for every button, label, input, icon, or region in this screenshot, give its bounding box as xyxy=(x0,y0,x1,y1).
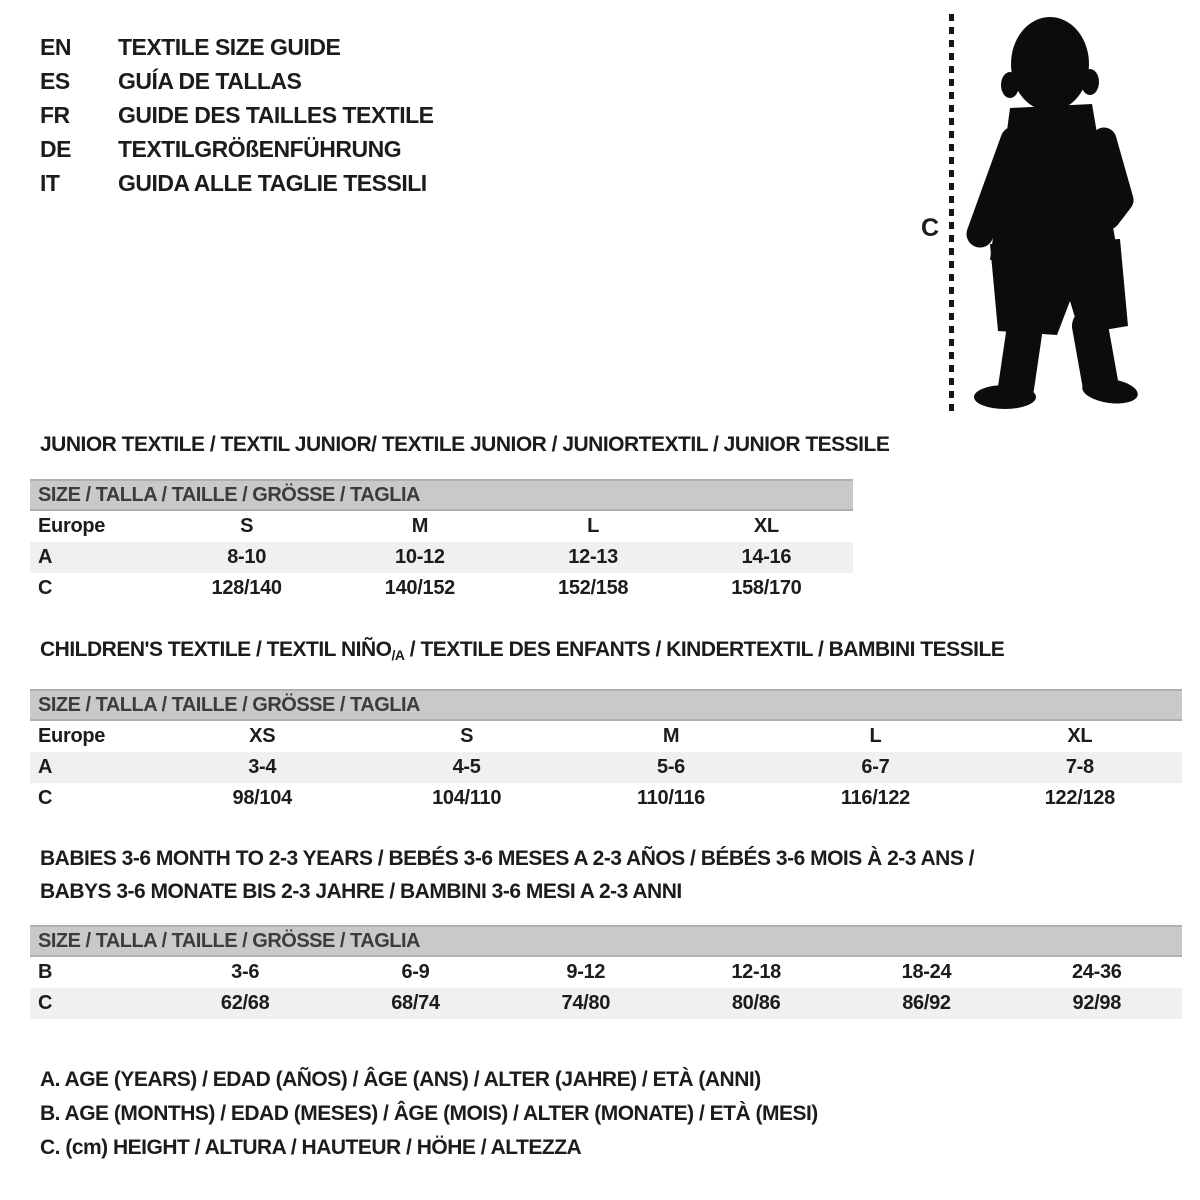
age-cell: 6-7 xyxy=(861,756,890,778)
height-cell: 68/74 xyxy=(391,992,440,1014)
height-cell: 140/152 xyxy=(384,577,455,599)
row-label: C xyxy=(38,577,53,599)
height-cell: 110/116 xyxy=(637,787,706,809)
height-cell: 104/110 xyxy=(432,787,502,809)
footnote-age-months: B. AGE (MONTHS) / EDAD (MESES) / ÂGE (MOIS) / ALTER (MONATE) / ETÀ (MESI) xyxy=(40,1102,818,1125)
guide-title: GUÍA DE TALLAS xyxy=(118,68,302,94)
language-row-es xyxy=(40,64,434,98)
row-label: A xyxy=(38,546,53,568)
age-cell: 6-9 xyxy=(401,961,430,983)
language-code: IT xyxy=(40,170,60,196)
babies-size-table xyxy=(30,925,1182,1019)
height-cell: 62/68 xyxy=(220,992,270,1014)
age-cell: 24-36 xyxy=(1071,961,1122,983)
footnote-age-years: A. AGE (YEARS) / EDAD (AÑOS) / ÂGE (ANS) / ALTER (JAHRE) / ETÀ (ANNI) xyxy=(40,1068,761,1091)
age-cell: 9-12 xyxy=(566,961,606,983)
age-cell: 3-6 xyxy=(231,961,260,983)
age-cell: 12-18 xyxy=(731,961,781,983)
section-title-children xyxy=(40,638,1004,667)
row-label: A xyxy=(38,756,53,778)
height-cell: 80/86 xyxy=(731,992,781,1014)
legend-footnotes xyxy=(40,1063,818,1165)
row-label: C xyxy=(38,992,53,1014)
height-dashed-line xyxy=(949,14,954,416)
height-cell: 152/158 xyxy=(558,577,629,599)
language-code: FR xyxy=(40,102,70,128)
footnote-height-cm: C. (cm) HEIGHT / ALTURA / HAUTEUR / HÖHE / ALTEZZA xyxy=(40,1136,582,1159)
junior-size-table xyxy=(30,479,853,604)
table-header-bar: SIZE / TALLA / TAILLE / GRÖSSE / TAGLIA xyxy=(30,925,1182,957)
table-row-age-years xyxy=(30,542,853,573)
language-row-fr xyxy=(40,98,434,132)
language-title-list xyxy=(40,30,434,200)
size-cell: XL xyxy=(1067,725,1093,747)
baby-silhouette-icon xyxy=(962,8,1140,418)
guide-title: GUIDE DES TAILLES TEXTILE xyxy=(118,102,434,128)
age-cell: 10-12 xyxy=(395,546,445,568)
age-cell: 7-8 xyxy=(1065,756,1094,778)
language-row-de xyxy=(40,132,434,166)
age-cell: 18-24 xyxy=(901,961,952,983)
children-size-table xyxy=(30,689,1182,814)
age-cell: 12-13 xyxy=(568,546,618,568)
section-title-babies-line2: BABYS 3-6 MONATE BIS 2-3 JAHRE / BAMBINI 3-6 MESI A 2-3 ANNI xyxy=(40,880,682,903)
section-title-children-main: CHILDREN'S TEXTILE / TEXTIL NIÑO xyxy=(40,638,392,661)
section-title-children-subscript: /A xyxy=(391,647,405,663)
age-cell: 5-6 xyxy=(657,756,686,778)
size-cell: M xyxy=(662,725,680,747)
height-cell: 92/98 xyxy=(1072,992,1122,1014)
section-title-babies xyxy=(40,842,974,908)
language-row-en xyxy=(40,30,434,64)
table-row-age-years xyxy=(30,752,1182,783)
age-cell: 3-4 xyxy=(248,756,277,778)
height-cell: 158/170 xyxy=(731,577,802,599)
language-code: DE xyxy=(40,136,71,162)
height-cell: 86/92 xyxy=(902,992,951,1014)
size-cell: M xyxy=(411,515,429,537)
table-row-europe xyxy=(30,511,853,542)
table-row-height-cm xyxy=(30,988,1182,1019)
table-row-height-cm xyxy=(30,783,1182,814)
size-cell: L xyxy=(587,515,600,537)
height-cell: 128/140 xyxy=(211,577,282,599)
height-cell: 122/128 xyxy=(1044,787,1115,809)
size-cell: L xyxy=(869,725,882,747)
section-title-babies-line1: BABIES 3-6 MONTH TO 2-3 YEARS / BEBÉS 3-6 MESES A 2-3 AÑOS / BÉBÉS 3-6 MOIS À 2-3 ANS / xyxy=(40,847,975,870)
age-cell: 8-10 xyxy=(227,546,267,568)
row-label: B xyxy=(38,961,53,983)
language-code: ES xyxy=(40,68,70,94)
height-cell: 74/80 xyxy=(561,992,611,1014)
section-title-junior: JUNIOR TEXTILE / TEXTIL JUNIOR/ TEXTILE JUNIOR / JUNIORTEXTIL / JUNIOR TESSILE xyxy=(40,433,890,456)
age-cell: 14-16 xyxy=(741,546,792,568)
height-cell: 116/122 xyxy=(840,787,910,809)
height-measure-label: C xyxy=(921,214,940,242)
row-label: C xyxy=(38,787,53,809)
size-cell: XL xyxy=(753,515,779,537)
row-label: Europe xyxy=(38,725,106,747)
size-cell: S xyxy=(460,725,474,747)
table-row-europe xyxy=(30,721,1182,752)
height-cell: 98/104 xyxy=(232,787,292,809)
guide-title: GUIDA ALLE TAGLIE TESSILI xyxy=(118,170,427,196)
age-cell: 4-5 xyxy=(452,756,481,778)
section-title-children-rest: / TEXTILE DES ENFANTS / KINDERTEXTIL / BAMBINI TESSILE xyxy=(404,638,1005,661)
table-header-bar: SIZE / TALLA / TAILLE / GRÖSSE / TAGLIA xyxy=(30,689,1182,721)
guide-title: TEXTILE SIZE GUIDE xyxy=(118,34,341,60)
language-row-it xyxy=(40,166,434,200)
table-row-height-cm xyxy=(30,573,853,604)
language-code: EN xyxy=(40,34,71,60)
table-row-age-months xyxy=(30,957,1182,988)
size-cell: XS xyxy=(249,725,276,747)
guide-title: TEXTILGRÖßENFÜHRUNG xyxy=(118,136,402,162)
row-label: Europe xyxy=(38,515,106,537)
size-cell: S xyxy=(240,515,254,537)
table-header-bar: SIZE / TALLA / TAILLE / GRÖSSE / TAGLIA xyxy=(30,479,853,511)
